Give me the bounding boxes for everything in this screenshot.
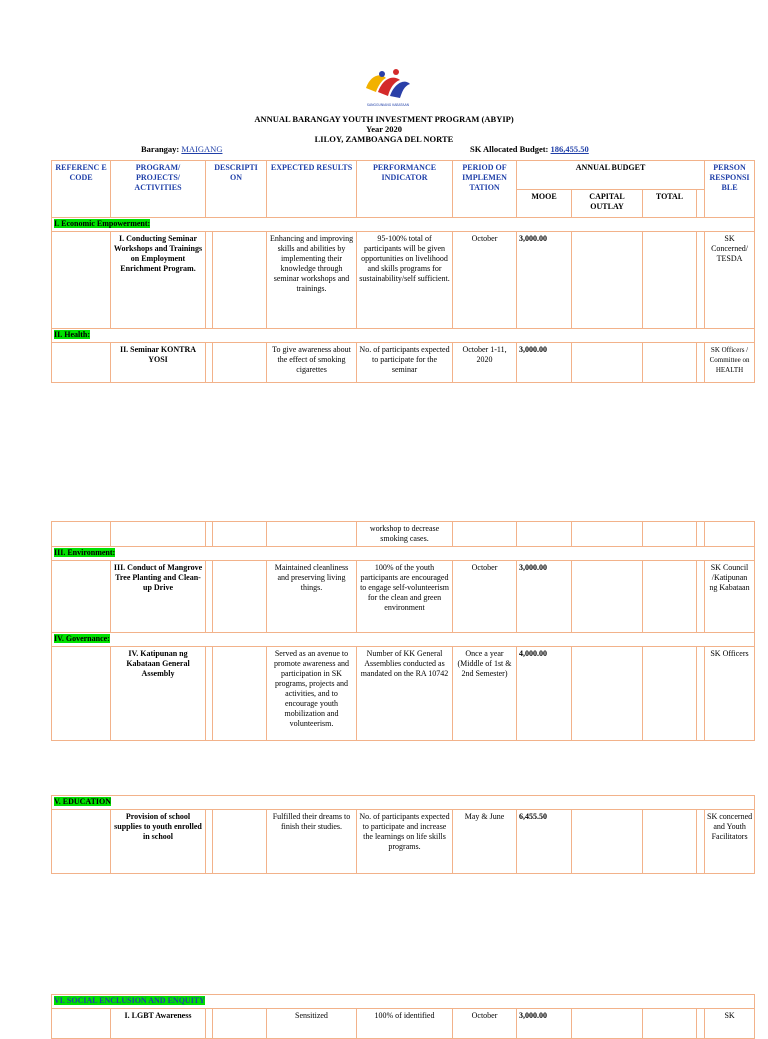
col-period: PERIOD OF IMPLEMEN TATION [453,161,517,218]
budget-label: SK Allocated Budget: [470,144,549,154]
table-row [52,232,755,329]
barangay-label: Barangay: [141,144,180,154]
table-row [52,522,755,547]
col-total: TOTAL [643,190,697,218]
barangay-line [141,144,222,154]
period-cell: October 1-11, 2020 [453,343,517,383]
mooe-cell: 6,455.50 [517,810,572,874]
mooe-cell: 3,000.00 [517,1009,572,1039]
person-cell: SK Concerned/ TESDA [705,232,755,329]
period-cell: October [453,232,517,329]
mooe-cell: 3,000.00 [517,343,572,383]
abyip-table-continued [51,521,755,741]
mooe-cell: 3,000.00 [517,561,572,633]
spacer-cell [697,190,705,218]
program-cell: I. LGBT Awareness [111,1009,206,1039]
section-health [52,329,755,343]
abyip-table [51,160,755,383]
budget-line [470,144,589,154]
table-row [52,343,755,383]
program-cell: IV. Katipunan ng Kabataan General Assembly [111,647,206,741]
col-capital-outlay: CAPITAL OUTLAY [572,190,643,218]
table-row [52,810,755,874]
col-mooe: MOOE [517,190,572,218]
indicator-cell: Number of KK General Assemblies conducted as mandated on the RA 10742 [357,647,453,741]
section-education [52,796,755,810]
section-label: VI. SOCIAL ENCLUSION AND ENQUITY [54,996,205,1005]
program-cell: Provision of school supplies to youth enrolled in school [111,810,206,874]
section-label: IV. Governance: [54,634,110,643]
period-cell: May & June [453,810,517,874]
mooe-cell: 3,000.00 [517,232,572,329]
col-person-responsible: PERSON RESPONSI BLE [705,161,755,218]
col-program: PROGRAM/ PROJECTS/ ACTIVITIES [111,161,206,218]
sk-kabataan-logo [362,66,414,110]
abyip-table-education [51,795,755,874]
section-governance [52,633,755,647]
document-title: ANNUAL BARANGAY YOUTH INVESTMENT PROGRAM (ABYIP) [254,114,514,124]
section-label: III. Environment: [54,548,116,557]
section-label: I. Economic Empowerment: [54,219,151,228]
person-cell: SK Officers [705,647,755,741]
program-cell: II. Seminar KONTRA YOSI [111,343,206,383]
person-cell: SK [705,1009,755,1039]
section-environment [52,547,755,561]
budget-value: 186,455.50 [550,144,589,154]
expected-cell: Maintained cleanliness and preserving living things. [267,561,357,633]
period-cell: October [453,561,517,633]
col-description: DESCRIPTI ON [206,161,267,218]
section-economic [52,218,755,232]
program-cell: III. Conduct of Mangrove Tree Planting and Clean-up Drive [111,561,206,633]
program-cell: I. Conducting Seminar Workshops and Trainings on Employment Enrichment Program. [111,232,206,329]
table-row [52,647,755,741]
col-performance-indicator: PERFORMANCE INDICATOR [357,161,453,218]
document-location: LILOY, ZAMBOANGA DEL NORTE [314,134,454,144]
person-cell: SK Council /Katipunan ng Kabataan [705,561,755,633]
table-row [52,561,755,633]
col-annual-budget: ANNUAL BUDGET [517,161,705,190]
indicator-cell: 100% of the youth participants are encouraged to engage self-volunteerism for the clean and green environment [357,561,453,633]
period-cell: Once a year (Middle of 1st & 2nd Semester) [453,647,517,741]
indicator-cell: 100% of identified [357,1009,453,1039]
col-expected-results: EXPECTED RESULTS [267,161,357,218]
indicator-cell: No. of participants expected to participate for the seminar [357,343,453,383]
document-year: Year 2020 [366,124,402,134]
logo-text: SANGGUNIANG KABATAAN [366,103,410,107]
expected-cell: To give awareness about the effect of smoking cigarettes [267,343,357,383]
indicator-cell: workshop to decrease smoking cases. [357,522,453,547]
expected-cell: Sensitized [267,1009,357,1039]
section-label: II. Health: [54,330,90,339]
col-ref-code: REFERENC E CODE [52,161,111,218]
indicator-cell: 95-100% total of participants will be given opportunities on livelihood and skills programs for sustainability/self sufficient. [357,232,453,329]
mooe-cell: 4,000.00 [517,647,572,741]
barangay-value: MAIGANG [181,144,223,154]
person-cell: SK concerned and Youth Facilitators [705,810,755,874]
expected-cell: Fulfilled their dreams to finish their studies. [267,810,357,874]
abyip-table-social [51,994,755,1039]
section-social-inclusion [52,995,755,1009]
section-label: V. EDUCATION [54,797,112,806]
expected-cell: Served as an avenue to promote awareness and participation in SK programs, projects and activities, and to encourage youth mobilization and volunteerism. [267,647,357,741]
indicator-cell: No. of participants expected to participate and increase the learnings on life skills programs. [357,810,453,874]
person-cell: SK Officers / Committee on HEALTH [705,343,755,383]
expected-cell: Enhancing and improving skills and abilities by implementing their knowledge through seminar workshops and trainings. [267,232,357,329]
period-cell: October [453,1009,517,1039]
